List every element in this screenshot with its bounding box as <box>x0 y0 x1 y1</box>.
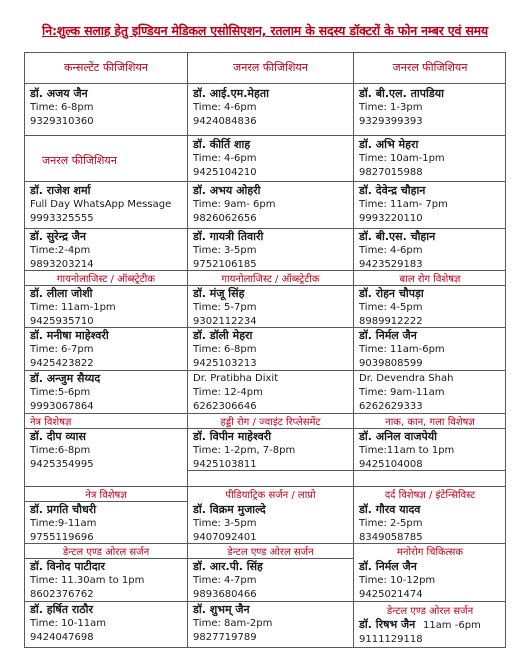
doctor-time: Time: 2-5pm <box>359 518 423 529</box>
header-pain-specialist: दर्द विशेषज्ञ / इंटेन्सिविस्ट <box>384 490 476 501</box>
doctor-card-manisha <box>26 328 186 370</box>
doctor-name: डॉ. सुरेन्द्र जैन <box>30 230 87 243</box>
doctor-name: डॉ. निर्मल जैन <box>359 329 417 342</box>
doctor-time: Time: 4-6pm <box>193 153 257 164</box>
doctor-time: Full Day WhatsApp Message <box>30 199 172 210</box>
header-eye-specialist-2: नेत्र विशेषज्ञ <box>85 490 127 501</box>
doctor-card-mehta <box>189 86 352 128</box>
doctor-phone[interactable]: 9329310360 <box>30 115 94 127</box>
doctor-name: डॉ. गौरव यादव <box>359 503 421 516</box>
doctor-card-gaurav <box>355 502 505 544</box>
doctor-card-abhay <box>189 183 352 225</box>
doctor-time: Time: 8am-2pm <box>193 618 273 629</box>
doctor-phone[interactable]: 9407092401 <box>193 531 257 543</box>
doctor-card-abhi <box>355 137 505 179</box>
doctor-time: Time: 11.30am to 1pm <box>30 575 145 586</box>
doctor-time: Time: 4-5pm <box>359 302 423 313</box>
doctor-card-tapdiya <box>355 86 505 128</box>
doctor-phone[interactable]: 9827015988 <box>359 166 423 178</box>
doctor-card-bs <box>355 229 505 271</box>
doctor-phone[interactable]: 9302112234 <box>193 315 257 327</box>
doctor-phone[interactable]: 9425104008 <box>359 458 423 470</box>
doctor-card-manju <box>189 286 352 328</box>
doctor-name: डॉ. अभि मेहरा <box>359 138 419 151</box>
doctor-phone[interactable]: 9893680466 <box>193 588 257 600</box>
doctor-card-vipin <box>189 429 352 471</box>
doctor-phone[interactable]: 9425354995 <box>30 458 94 470</box>
doctor-card-rajesh <box>26 183 186 225</box>
doctor-name: डॉ. निर्मल जैन <box>359 560 417 573</box>
doctor-phone[interactable]: 9329399393 <box>359 115 423 127</box>
doctor-phone[interactable]: 9893203214 <box>30 258 94 270</box>
doctor-phone[interactable]: 9039808599 <box>359 357 423 369</box>
doctor-name: डॉ. विनोद पाटीदार <box>30 560 106 573</box>
doctor-phone[interactable]: 9424084836 <box>193 115 257 127</box>
doctor-name: डॉ. मंजू सिंह <box>193 287 245 300</box>
doctor-time: 11am -6pm <box>422 620 481 631</box>
doctor-phone[interactable]: 9423529183 <box>359 258 423 270</box>
doctor-card-leela <box>26 286 186 328</box>
doctor-phone[interactable]: 9993325555 <box>30 212 94 224</box>
doctor-card-devendra <box>355 183 505 225</box>
header-consultant-physician: कन्सल्टेंट फीजिशियन <box>64 61 148 74</box>
doctor-name: डॉ. कीर्ति शाह <box>193 138 251 151</box>
doctor-time: Time: 3-5pm <box>193 518 257 529</box>
doctor-card-harshit <box>26 602 186 644</box>
doctor-name: डॉ. दीप व्यास <box>30 430 86 443</box>
doctor-phone[interactable]: 9425935710 <box>30 315 94 327</box>
header-dental-surgeon: डेन्टल एण्ड ओरल सर्जन <box>386 606 474 617</box>
doctor-name: Dr. Devendra Shah <box>359 373 454 384</box>
doctor-card-anjum <box>26 371 186 413</box>
doctor-time: Time:2-4pm <box>30 245 91 256</box>
doctor-name: डॉ. डॉली मेहरा <box>193 329 253 342</box>
doctor-phone[interactable]: 9752106185 <box>193 258 257 270</box>
doctor-phone[interactable]: 9993067864 <box>30 400 94 412</box>
doctor-name: डॉ. अजय जैन <box>30 87 88 100</box>
doctor-time: Time:11am to 1pm <box>359 445 455 456</box>
doctor-name-row <box>359 617 505 633</box>
doctor-phone[interactable]: 9826062656 <box>193 212 257 224</box>
doctor-time: Time: 11am-6pm <box>359 344 445 355</box>
doctor-card-dolly <box>189 328 352 370</box>
header-general-physician: जनरल फीजिशियन <box>392 61 468 74</box>
doctor-phone[interactable]: 8989912222 <box>359 315 423 327</box>
doctor-card-vikram <box>189 502 352 544</box>
doctor-name: डॉ. गायत्री तिवारी <box>193 230 264 243</box>
doctor-time: Time: 6-8pm <box>30 102 94 113</box>
header-dental-surgeon: डेन्टल एण्ड ओरल सर्जन <box>227 547 314 558</box>
doctor-name: डॉ. प्रगति चौधरी <box>30 503 97 516</box>
doctor-time: Time: 10am-1pm <box>359 153 445 164</box>
header-ent-specialist: नाक, कान, गला विशेषज्ञ <box>385 417 475 428</box>
header-psychiatrist: मनोरोग चिकित्सक <box>396 547 464 558</box>
doctor-card-surendra <box>26 229 186 271</box>
doctor-card-deep <box>26 429 186 471</box>
doctor-phone[interactable]: 9425021474 <box>359 588 423 600</box>
doctor-time: Time: 4-7pm <box>193 575 257 586</box>
doctor-name: डॉ. लीला जोशी <box>30 287 93 300</box>
doctor-card-anil <box>355 429 505 471</box>
doctor-phone[interactable]: 9425104210 <box>193 166 257 178</box>
doctor-time: Time: 5-7pm <box>193 302 257 313</box>
doctor-name: डॉ. आर.पी. सिंह <box>193 560 263 573</box>
doctor-card-pratibha <box>189 371 352 413</box>
doctor-time: Time: 4-6pm <box>193 102 257 113</box>
doctor-time: Time: 3-5pm <box>193 245 257 256</box>
doctor-phone[interactable]: 9111129118 <box>359 634 423 645</box>
doctor-name: डॉ. राजेश शर्मा <box>30 184 91 197</box>
doctor-phone[interactable]: 9424047698 <box>30 631 94 643</box>
doctor-phone[interactable]: 8602376762 <box>30 588 94 600</box>
header-dental-surgeon: डेन्टल एण्ड ओरल सर्जन <box>62 547 150 558</box>
doctor-time: Time:6-8pm <box>30 445 91 456</box>
header-gynecologist: गायनोलाजिस्ट / ऑब्स्ट्रेटीक <box>56 274 156 285</box>
doctor-time: Time: 4-6pm <box>359 245 423 256</box>
doctor-time: Time: 10-11am <box>30 618 106 629</box>
doctor-phone[interactable]: 9425423822 <box>30 357 94 369</box>
doctor-time: Time: 1-2pm, 7-8pm <box>193 445 296 456</box>
doctor-time: Time: 10-12pm <box>359 575 436 586</box>
header-pediatric-surgeon: पीडियाट्रिक सर्जन / लाप्रो <box>225 490 316 501</box>
doctor-card-pragati <box>26 502 186 544</box>
doctor-time: Time: 6-7pm <box>30 344 94 355</box>
doctor-name: डॉ. विपीन माहेश्वरी <box>193 430 272 443</box>
doctor-name: डॉ. अनिल वाजपेयी <box>359 430 437 443</box>
doctor-name: डॉ. बी.एल. तापडिया <box>359 87 444 100</box>
doctor-time: Time: 9am- 6pm <box>193 199 276 210</box>
doctor-name: डॉ. विक्रम मुजाल्दे <box>193 503 266 516</box>
doctor-card-ajay <box>26 86 186 128</box>
doctor-card-shubham <box>189 602 352 644</box>
doctor-name: डॉ. अभय ओहरी <box>193 184 261 197</box>
doctor-card-kirti <box>189 137 352 179</box>
doctor-time: Time: 6-8pm <box>193 344 257 355</box>
doctor-card-rohan <box>355 286 505 328</box>
doctor-card-vinod <box>26 559 186 601</box>
doctor-phone[interactable]: 6262306646 <box>193 400 257 412</box>
doctor-phone[interactable]: 9425103811 <box>193 458 257 470</box>
header-general-physician: जनरल फीजिशियन <box>42 154 117 167</box>
doctor-phone[interactable]: 9425103213 <box>193 357 257 369</box>
doctor-name: डॉ. मनीषा माहेश्वरी <box>30 329 109 342</box>
doctor-phone[interactable]: 9827719789 <box>193 631 257 643</box>
doctor-name: डॉ. रोहन चौपड़ा <box>359 287 424 300</box>
header-gynecologist: गायनोलाजिस्ट / ऑब्स्ट्रेटीक <box>221 274 320 285</box>
doctor-phone[interactable]: 8349058785 <box>359 531 423 543</box>
doctor-name: डॉ. रिषभ जैन <box>359 618 416 631</box>
doctor-card-gayatri <box>189 229 352 271</box>
doctor-name: डॉ. देवेन्द्र चौहान <box>359 184 426 197</box>
header-general-physician: जनरल फीजिशियन <box>233 61 308 74</box>
page-title: नि:शुल्क सलाह हेतु इण्डियन मेडिकल एसोसिएशन, रतलाम के सदस्य डॉक्टरों के फोन नम्बर एवं समय <box>42 23 488 38</box>
doctor-time: Time:9-11am <box>30 518 97 529</box>
header-orthopedic: हड्डी रोग / ज्वाइंट रिप्लेसमेंट <box>220 417 321 428</box>
doctor-name: डॉ. बी.एस. चौहान <box>359 230 436 243</box>
doctor-name: डॉ. हर्षित राठौर <box>30 603 93 616</box>
doctor-time: Time:5-6pm <box>30 387 91 398</box>
doctor-card-nirmal-2 <box>355 559 505 601</box>
doctor-card-nirmal-1 <box>355 328 505 370</box>
doctor-time: Time: 9am-11am <box>359 387 445 398</box>
doctor-name: डॉ. शुभम् जैन <box>193 603 250 616</box>
doctor-card-rp <box>189 559 352 601</box>
header-child-specialist: बाल रोग विशेषज्ञ <box>399 274 461 285</box>
doctor-time: Time: 12-4pm <box>193 387 263 398</box>
doctor-name: Dr. Pratibha Dixit <box>193 373 279 384</box>
header-eye-specialist: नेत्र विशेषज्ञ <box>30 417 72 428</box>
doctor-time: Time: 1-3pm <box>359 102 423 113</box>
doctor-name: डॉ. अन्जुम सैय्यद <box>30 372 101 385</box>
doctor-name: डॉ. आई.एम.मेहता <box>193 87 269 100</box>
doctor-phone[interactable]: 9755119696 <box>30 531 94 543</box>
doctor-card-devendra-shah <box>355 371 505 413</box>
doctor-phone[interactable]: 6262629333 <box>359 400 423 412</box>
doctor-card-rishabh <box>355 617 505 647</box>
doctor-phone[interactable]: 9993220110 <box>359 212 423 224</box>
doctor-time: Time: 11am- 7pm <box>359 199 448 210</box>
doctor-time: Time: 11am-1pm <box>30 302 116 313</box>
